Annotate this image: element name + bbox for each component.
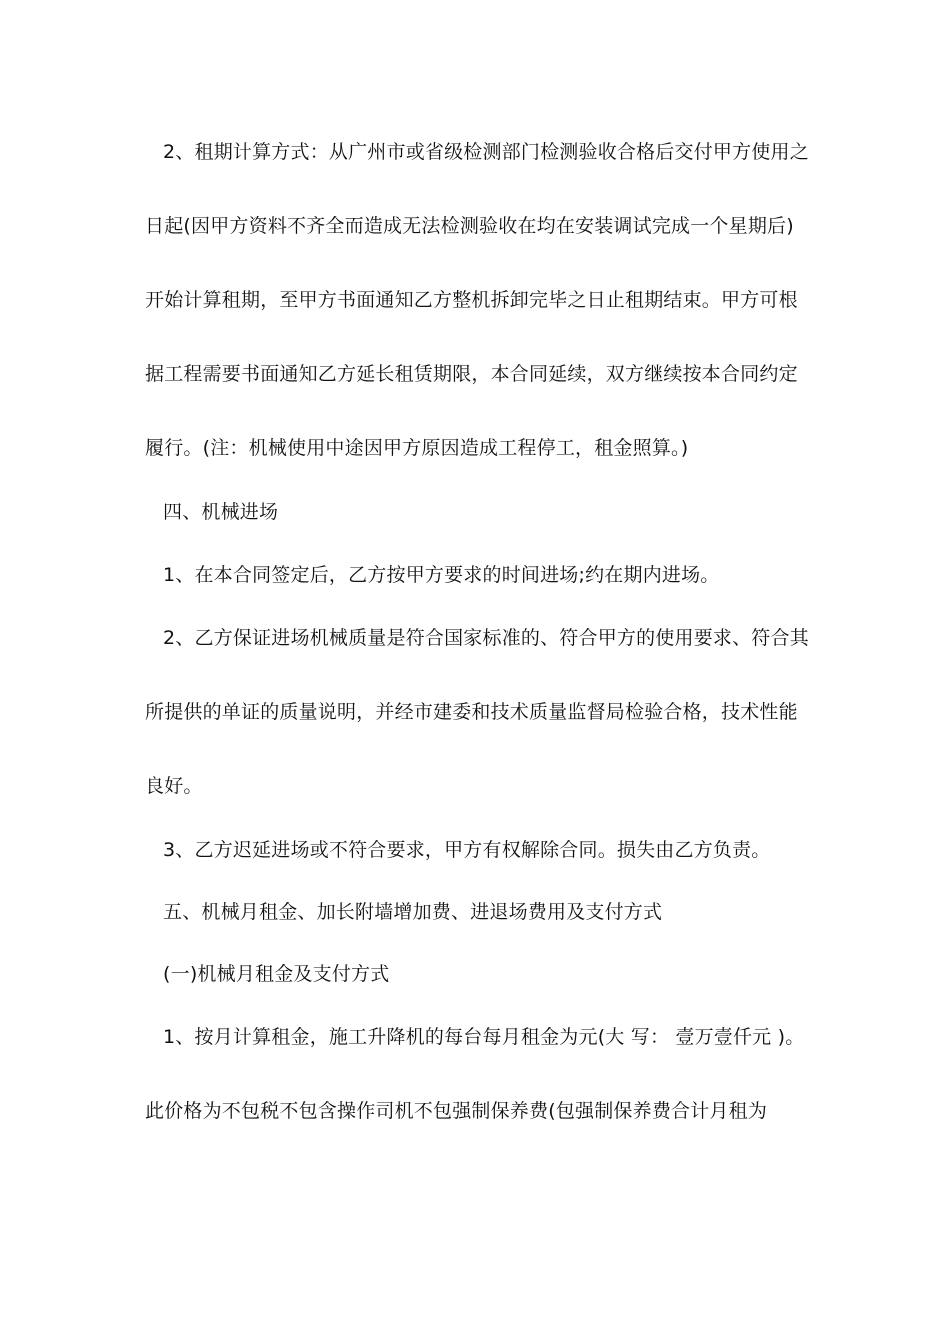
section-heading-machine-entry: 四、机械进场 — [163, 501, 279, 523]
subsection-heading-monthly-rent: (一)机械月租金及支付方式 — [163, 963, 390, 985]
paragraph-line-lease-term: 2、租期计算方式：从广州市或省级检测部门检测验收合格后交付甲方使用之 — [163, 141, 809, 163]
paragraph-line: 所提供的单证的质量说明，并经市建委和技术质量监督局检验合格，技术性能 — [145, 701, 798, 723]
paragraph-line-entry-3: 3、乙方迟延进场或不符合要求，甲方有权解除合同。损失由乙方负责。 — [163, 839, 771, 861]
paragraph-line: 日起(因甲方资料不齐全而造成无法检测验收在均在安装调试完成一个星期后) — [145, 215, 794, 237]
paragraph-line: 开始计算租期，至甲方书面通知乙方整机拆卸完毕之日止租期结束。甲方可根 — [145, 289, 798, 311]
paragraph-line-rent-1: 1、按月计算租金，施工升降机的每台每月租金为元(大 写： 壹万壹仟元 )。 — [163, 1026, 805, 1048]
paragraph-line-entry-1: 1、在本合同签定后，乙方按甲方要求的时间进场;约在期内进场。 — [163, 564, 720, 586]
paragraph-line: 良好。 — [145, 775, 203, 797]
paragraph-line: 据工程需要书面通知乙方延长租赁期限，本合同延续，双方继续按本合同约定 — [145, 363, 798, 385]
section-heading-rent: 五、机械月租金、加长附墙增加费、进退场费用及支付方式 — [163, 901, 663, 923]
paragraph-line-entry-2: 2、乙方保证进场机械质量是符合国家标准的、符合甲方的使用要求、符合其 — [163, 627, 809, 649]
paragraph-line: 履行。(注：机械使用中途因甲方原因造成工程停工，租金照算。) — [145, 437, 689, 459]
paragraph-line: 此价格为不包税不包含操作司机不包强制保养费(包强制保养费合计月租为 — [145, 1100, 768, 1122]
